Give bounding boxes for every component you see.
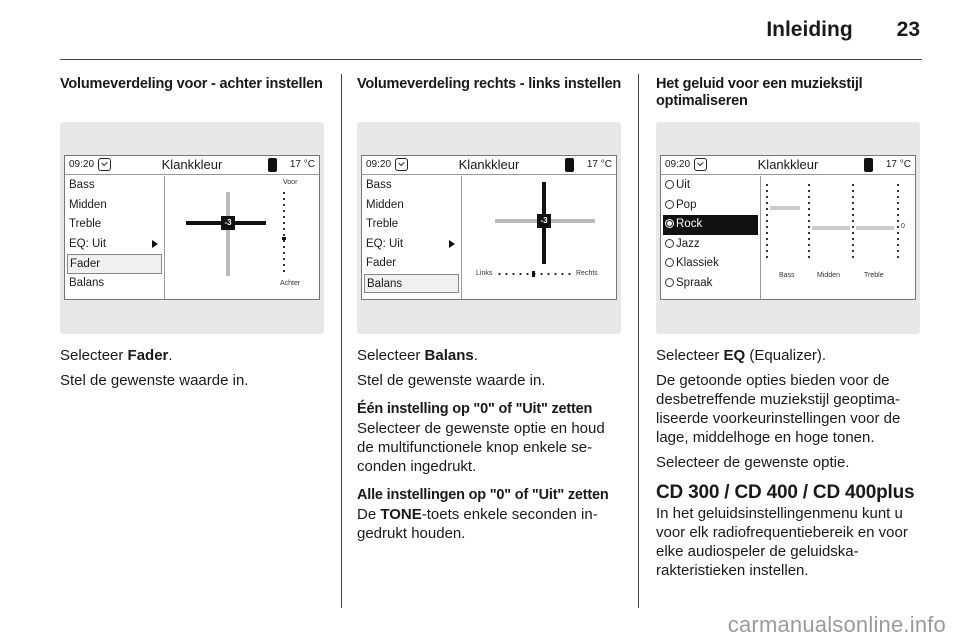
arrow-right-icon: [449, 240, 455, 248]
fader-marker: [282, 237, 286, 240]
section-title: Inleiding: [766, 18, 853, 41]
eq-scale-bass-left: [766, 182, 768, 262]
column-divider: [341, 74, 342, 608]
balance-set-value: Stel de gewenste waarde in.: [357, 372, 546, 389]
arrow-right-icon: [152, 240, 158, 248]
eq-band-bass: Bass: [779, 272, 795, 279]
eq-screen-panel: [656, 122, 920, 334]
fader-rear-label: Achter: [280, 280, 301, 287]
fader-text: [60, 346, 326, 390]
eq-heading: Het geluid voor een muziekstijl optimaliseren: [656, 76, 863, 109]
eq-select-option: Selecteer de gewenste optie.: [656, 454, 850, 471]
menu-item-eq[interactable]: [362, 235, 461, 255]
phone-icon: [268, 158, 277, 172]
radio-selected-icon: [665, 219, 674, 228]
reset-all-text: De TONE-toets enkele seconden in- gedrukt houden.: [357, 506, 598, 542]
fader-instruction: Selecteer Fader.: [60, 347, 173, 364]
screen-status-bar: [65, 156, 319, 175]
menu-item-eq[interactable]: [65, 235, 164, 255]
fader-set-value: Stel de gewenste waarde in.: [60, 372, 249, 389]
fader-heading: Volumeverdeling voor - achter instellen: [60, 76, 323, 92]
eq-instruction: Selecteer EQ (Equalizer).: [656, 347, 827, 364]
balance-knob[interactable]: -3: [537, 214, 551, 228]
eq-band-treble: Treble: [864, 272, 884, 279]
balance-visual: [463, 176, 616, 299]
fader-knob[interactable]: -3: [221, 216, 235, 230]
eq-band-midden: Midden: [817, 272, 840, 279]
fader-front-label: Voor: [283, 179, 298, 186]
watermark: carmanualsonline.info: [727, 612, 946, 637]
eq-preset-menu: [661, 176, 761, 299]
eq-option-jazz[interactable]: Jazz: [661, 235, 760, 255]
column-balance: [357, 76, 623, 93]
clock-time: 09:20: [69, 159, 95, 170]
eq-option-pop[interactable]: Pop: [661, 196, 760, 216]
eq-treble-level: [856, 226, 894, 230]
menu-item-balans[interactable]: Balans: [69, 276, 105, 289]
fader-visual: [166, 176, 319, 299]
reset-one-heading: Één instelling op "0" of "Uit" zetten: [357, 401, 593, 417]
fader-screen-panel: [60, 122, 324, 334]
column-divider: [638, 74, 639, 608]
menu-item-bass[interactable]: Bass: [69, 179, 95, 191]
reset-one-text: Selecteer de gewenste optie en houd de multifunctionele knop enkele se- conden ingedrukt.: [357, 420, 605, 475]
phone-icon: [864, 158, 873, 172]
screen-status-bar: [661, 156, 915, 175]
radio-icon: [665, 258, 674, 267]
eq-midden-level: [812, 226, 850, 230]
menu-item-balans[interactable]: Balans: [364, 274, 459, 294]
eq-screen: [660, 155, 916, 300]
screen-title: Klankkleur: [458, 157, 520, 172]
clock-time: 09:20: [665, 159, 691, 170]
fader-scale: [283, 190, 285, 274]
radio-icon: [665, 278, 674, 287]
balance-screen-panel: [357, 122, 621, 334]
eq-option-klassiek[interactable]: Klassiek: [661, 254, 760, 274]
balance-scale: [496, 273, 574, 275]
page-number: 23: [896, 18, 920, 41]
vertical-axis: [226, 192, 230, 276]
header-rule: [60, 59, 922, 60]
menu-item-eq-label: EQ: Uit: [366, 237, 404, 250]
phone-icon: [565, 158, 574, 172]
tone-menu: [65, 176, 165, 299]
balance-marker: [532, 271, 535, 277]
column-eq: [656, 76, 922, 110]
temperature: 17 °C: [885, 159, 911, 170]
eq-option-spraak[interactable]: Spraak: [661, 274, 760, 294]
balance-instruction: Selecteer Balans.: [357, 347, 478, 364]
cd-models-text: In het geluidsinstellingenmenu kunt u voor elk radiofrequentiebereik en voor elke audiospeler de geluidska- rakteristieken instellen.: [656, 505, 908, 579]
eq-zero-label: 0: [901, 223, 905, 230]
eq-scale-right: [897, 182, 899, 262]
screen-title: Klankkleur: [161, 157, 223, 172]
eq-scale-midden: [808, 182, 810, 262]
eq-option-rock[interactable]: Rock: [663, 215, 758, 235]
radio-icon: [665, 239, 674, 248]
temperature: 17 °C: [586, 159, 612, 170]
balance-right-label: Rechts: [576, 270, 598, 277]
tone-menu: [362, 176, 462, 299]
balance-text: [357, 346, 623, 543]
balance-screen: [361, 155, 617, 300]
page-header: [766, 18, 920, 48]
eq-text: [656, 346, 922, 580]
reset-all-heading: Alle instellingen op "0" of "Uit" zetten: [357, 487, 609, 503]
menu-item-bass[interactable]: Bass: [366, 179, 392, 191]
menu-item-treble[interactable]: Treble: [366, 218, 399, 230]
menu-item-midden[interactable]: Midden: [69, 198, 107, 211]
menu-item-eq-label: EQ: Uit: [69, 237, 107, 250]
screen-title: Klankkleur: [757, 157, 819, 172]
eq-bass-level: [770, 206, 800, 210]
balance-heading: Volumeverdeling rechts - links instellen: [357, 76, 622, 92]
radio-icon: [665, 200, 674, 209]
column-fader: [60, 76, 326, 93]
eq-scale-treble: [852, 182, 854, 262]
balance-left-label: Links: [476, 270, 493, 277]
clock-time: 09:20: [366, 159, 392, 170]
eq-visual: [762, 176, 915, 299]
eq-description: De getoonde opties bieden voor de desbetreffende muziekstijl geoptima- liseerde voorkeurinstellingen voor de lage, middelhoge en hoge tonen.: [656, 372, 901, 446]
screen-status-bar: [362, 156, 616, 175]
fader-screen: [64, 155, 320, 300]
menu-item-treble[interactable]: Treble: [69, 218, 102, 230]
eq-option-uit[interactable]: Uit: [661, 176, 760, 196]
radio-icon: [665, 180, 674, 189]
temperature: 17 °C: [289, 159, 315, 170]
menu-item-fader[interactable]: Fader: [67, 254, 162, 274]
cd-models-heading: CD 300 / CD 400 / CD 400plus: [656, 482, 915, 503]
menu-item-midden[interactable]: Midden: [366, 198, 404, 211]
menu-item-fader[interactable]: Fader: [366, 257, 397, 269]
